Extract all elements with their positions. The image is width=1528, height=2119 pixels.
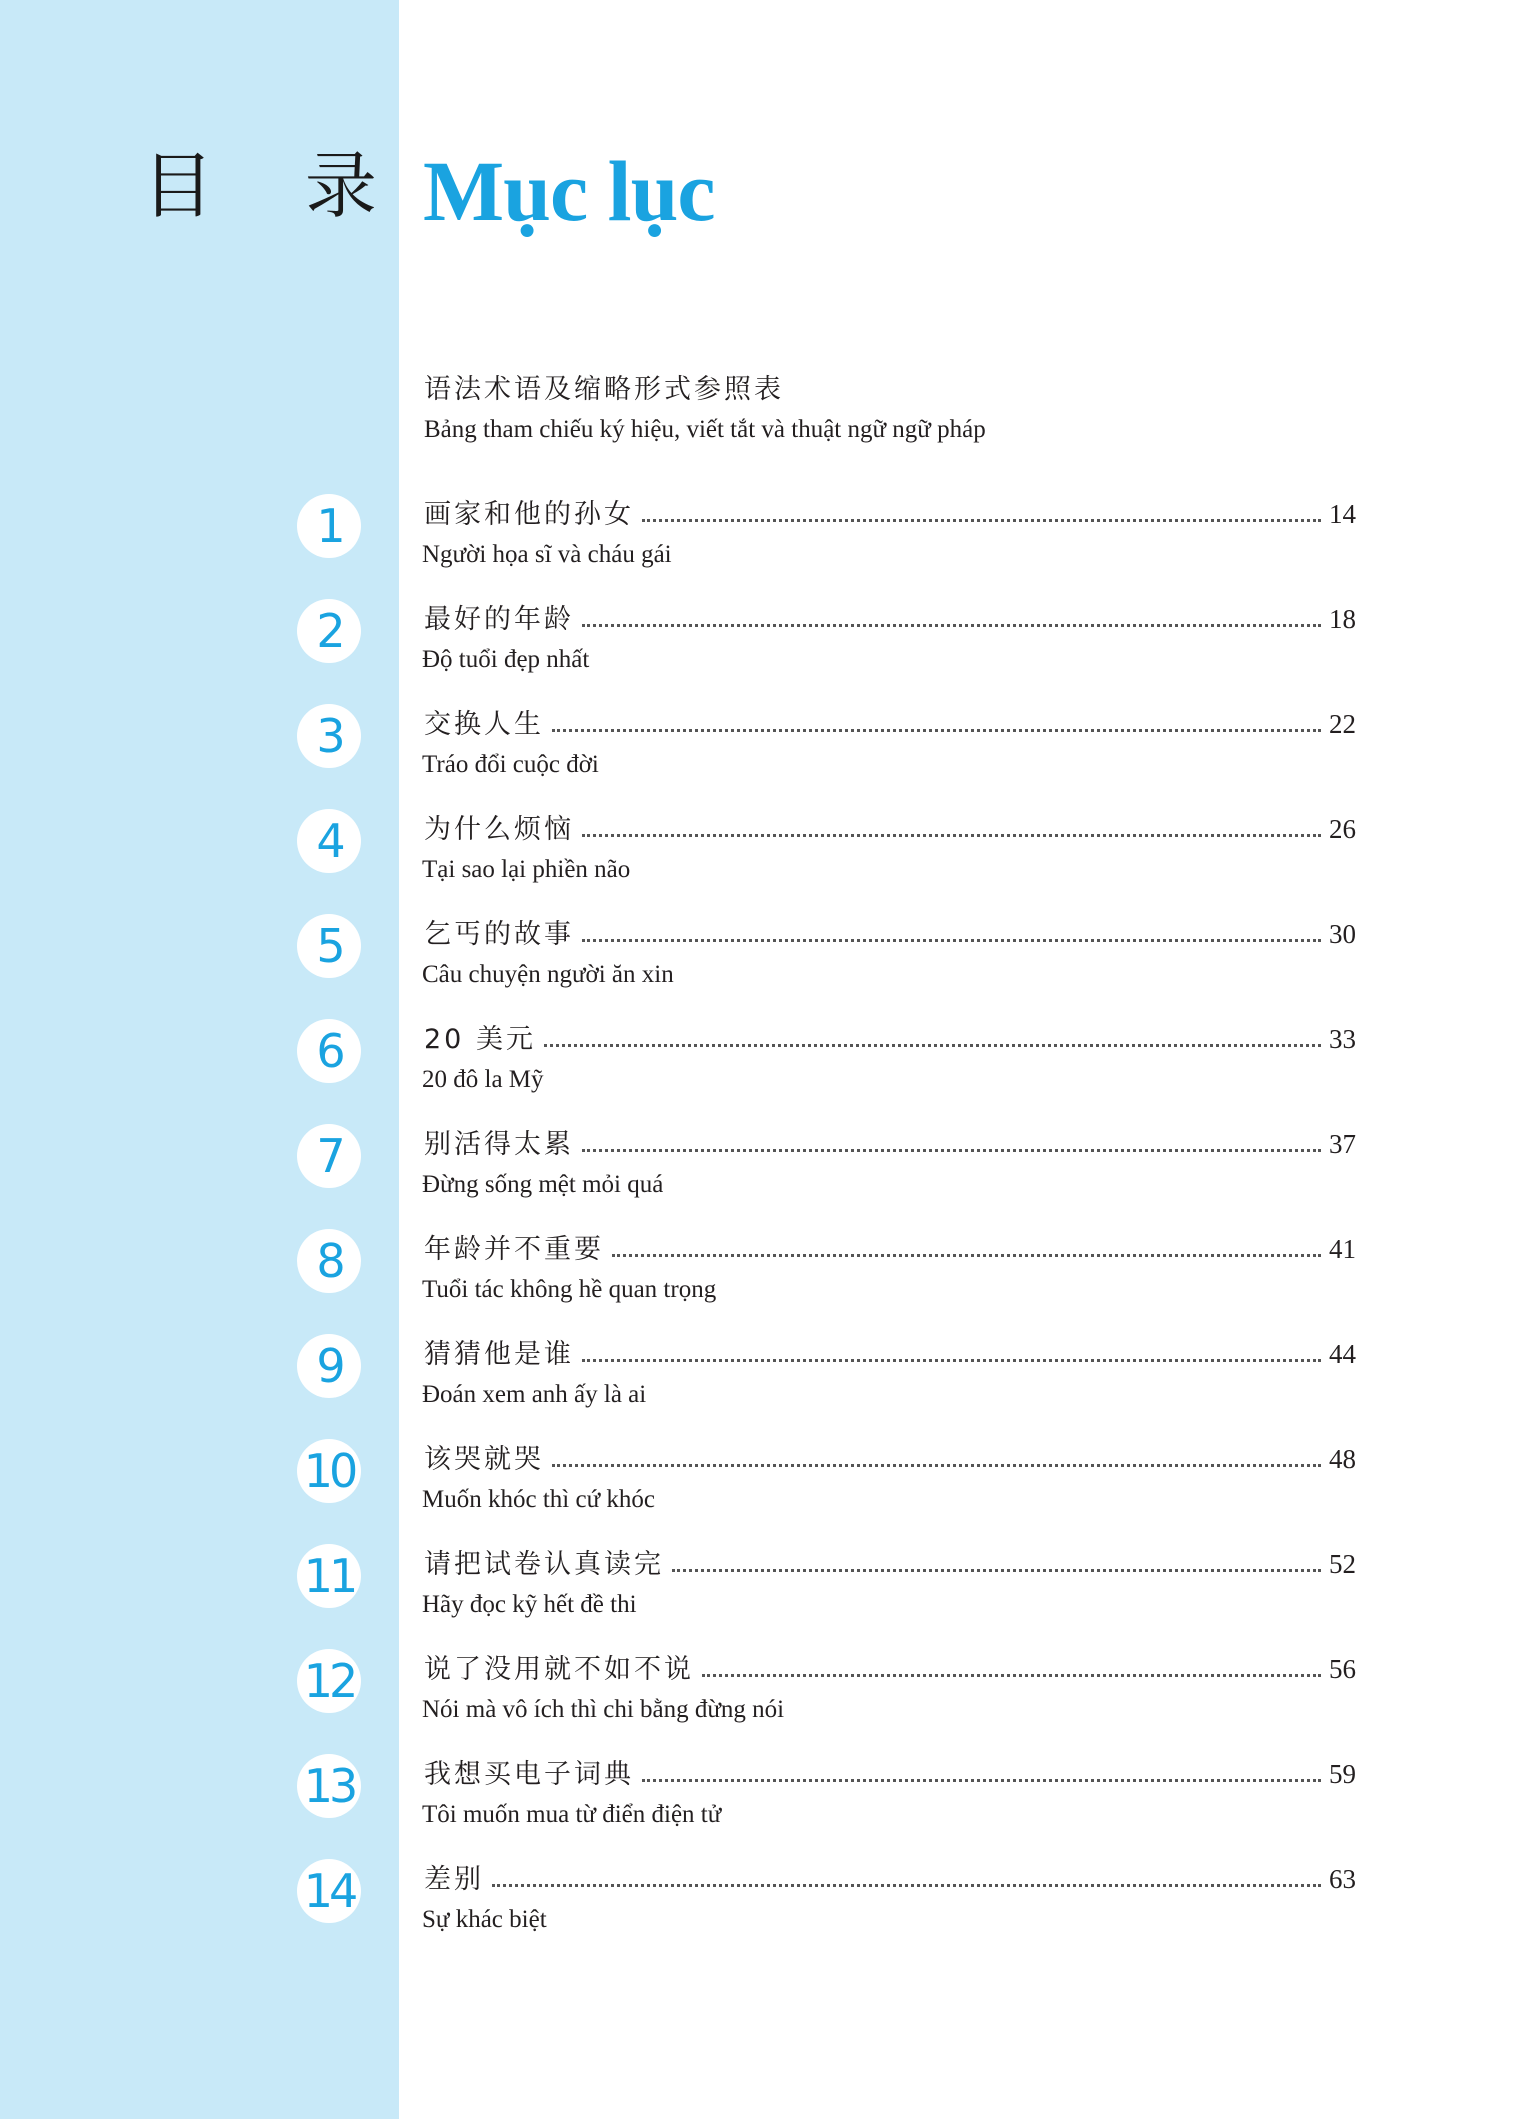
lesson-title-vietnamese: Tôi muốn mua từ điển điện tử	[422, 1801, 722, 1828]
lesson-title-chinese: 猜猜他是谁	[424, 1339, 574, 1370]
lesson-number-badge: 13	[297, 1754, 361, 1818]
toc-entry[interactable]	[0, 1233, 1528, 1338]
lesson-number-badge: 12	[297, 1649, 361, 1713]
toc-entry-line	[424, 498, 1356, 528]
dot-leader	[702, 1673, 1321, 1677]
lesson-number-badge: 1	[297, 494, 361, 558]
lesson-title-vietnamese: Sự khác biệt	[422, 1906, 547, 1933]
page-number: 14	[1329, 499, 1356, 529]
lesson-number-badge: 11	[297, 1544, 361, 1608]
dot-leader	[612, 1253, 1321, 1257]
page-number: 30	[1329, 919, 1356, 949]
lesson-number-badge: 4	[297, 809, 361, 873]
lesson-title-vietnamese: Câu chuyện người ăn xin	[422, 961, 674, 988]
dot-leader	[582, 938, 1321, 942]
toc-intro-entry[interactable]	[424, 376, 1384, 442]
toc-entry[interactable]	[0, 1548, 1528, 1653]
lesson-title-chinese: 最好的年龄	[424, 604, 574, 635]
lesson-title-chinese: 别活得太累	[424, 1129, 574, 1160]
page-number: 44	[1329, 1339, 1356, 1369]
lesson-number-badge: 14	[297, 1859, 361, 1923]
toc-entry-line	[424, 918, 1356, 948]
lesson-title-vietnamese: Độ tuổi đẹp nhất	[422, 646, 590, 673]
lesson-number-badge: 8	[297, 1229, 361, 1293]
title-vietnamese: Mục lục	[423, 143, 715, 239]
page-number: 33	[1329, 1024, 1356, 1054]
toc-entry[interactable]	[0, 918, 1528, 1023]
dot-leader	[582, 1148, 1321, 1152]
lesson-title-vietnamese: Tại sao lại phiền não	[422, 856, 631, 883]
toc-entry-line	[424, 1128, 1356, 1158]
title-chinese: 目 录	[142, 144, 411, 228]
toc-entry-line	[424, 1653, 1356, 1683]
lesson-title-vietnamese: Đừng sống mệt mỏi quá	[422, 1171, 664, 1198]
dot-leader	[642, 518, 1321, 522]
lesson-number-badge: 3	[297, 704, 361, 768]
dot-leader	[552, 1463, 1321, 1467]
toc-entry[interactable]	[0, 708, 1528, 813]
lesson-title-chinese: 年龄并不重要	[424, 1234, 604, 1265]
lesson-title-chinese: 我想买电子词典	[424, 1759, 634, 1790]
lesson-title-chinese: 为什么烦恼	[424, 814, 574, 845]
toc-entry[interactable]	[0, 1443, 1528, 1548]
lesson-title-vietnamese: Tráo đổi cuộc đời	[422, 751, 599, 778]
dot-leader	[582, 833, 1321, 837]
dot-leader	[492, 1883, 1321, 1887]
lesson-title-chinese: 交换人生	[424, 709, 544, 740]
toc-entry-line	[424, 813, 1356, 843]
toc-entry[interactable]	[0, 1863, 1528, 1968]
lesson-title-chinese: 差别	[424, 1864, 484, 1895]
lesson-title-vietnamese: Tuổi tác không hề quan trọng	[422, 1276, 717, 1303]
lesson-title-vietnamese: Đoán xem anh ấy là ai	[422, 1381, 647, 1408]
toc-entry[interactable]	[0, 1338, 1528, 1443]
toc-entry-line	[424, 1023, 1356, 1053]
lesson-title-chinese: 乞丐的故事	[424, 919, 574, 950]
toc-entry[interactable]	[0, 603, 1528, 708]
lesson-title-chinese: 20 美元	[424, 1024, 536, 1055]
dot-leader	[582, 623, 1321, 627]
lesson-title-vietnamese: Muốn khóc thì cứ khóc	[422, 1486, 655, 1513]
lesson-number-badge: 9	[297, 1334, 361, 1398]
page-number: 26	[1329, 814, 1356, 844]
intro-vietnamese-title: Bảng tham chiếu ký hiệu, viết tắt và thuật ngữ ngữ pháp	[424, 416, 986, 443]
toc-entry-line	[424, 1443, 1356, 1473]
toc-entry-line	[424, 708, 1356, 738]
toc-entry-line	[424, 1863, 1356, 1893]
toc-entry[interactable]	[0, 1758, 1528, 1863]
dot-leader	[552, 728, 1321, 732]
lesson-number-badge: 2	[297, 599, 361, 663]
toc-entry-line	[424, 1338, 1356, 1368]
lesson-title-chinese: 说了没用就不如不说	[424, 1654, 694, 1685]
toc-entry[interactable]	[0, 1653, 1528, 1758]
page-number: 56	[1329, 1654, 1356, 1684]
lesson-title-chinese: 该哭就哭	[424, 1444, 544, 1475]
lesson-title-chinese: 画家和他的孙女	[424, 499, 634, 530]
page-number: 41	[1329, 1234, 1356, 1264]
lesson-number-badge: 7	[297, 1124, 361, 1188]
toc-entry[interactable]	[0, 1023, 1528, 1128]
page-number: 18	[1329, 604, 1356, 634]
page-number: 37	[1329, 1129, 1356, 1159]
lesson-number-badge: 10	[297, 1439, 361, 1503]
page-number: 22	[1329, 709, 1356, 739]
dot-leader	[642, 1778, 1321, 1782]
toc-entry-line	[424, 1233, 1356, 1263]
lesson-title-vietnamese: Hãy đọc kỹ hết đề thi	[422, 1591, 637, 1618]
page-number: 48	[1329, 1444, 1356, 1474]
toc-entry-line	[424, 1758, 1356, 1788]
lesson-title-vietnamese: 20 đô la Mỹ	[422, 1066, 544, 1093]
toc-entry-line	[424, 1548, 1356, 1578]
toc-entry-line	[424, 603, 1356, 633]
lesson-title-chinese: 请把试卷认真读完	[424, 1549, 664, 1580]
intro-chinese-title: 语法术语及缩略形式参照表	[424, 374, 784, 405]
dot-leader	[544, 1043, 1321, 1047]
page-number: 59	[1329, 1759, 1356, 1789]
lesson-title-vietnamese: Người họa sĩ và cháu gái	[422, 541, 672, 568]
dot-leader	[672, 1568, 1321, 1572]
page-number: 52	[1329, 1549, 1356, 1579]
lesson-title-vietnamese: Nói mà vô ích thì chi bằng đừng nói	[422, 1696, 785, 1723]
toc-entry[interactable]	[0, 1128, 1528, 1233]
lesson-number-badge: 6	[297, 1019, 361, 1083]
lesson-number-badge: 5	[297, 914, 361, 978]
page-number: 63	[1329, 1864, 1356, 1894]
toc-entry[interactable]	[0, 498, 1528, 603]
dot-leader	[582, 1358, 1321, 1362]
toc-entry[interactable]	[0, 813, 1528, 918]
